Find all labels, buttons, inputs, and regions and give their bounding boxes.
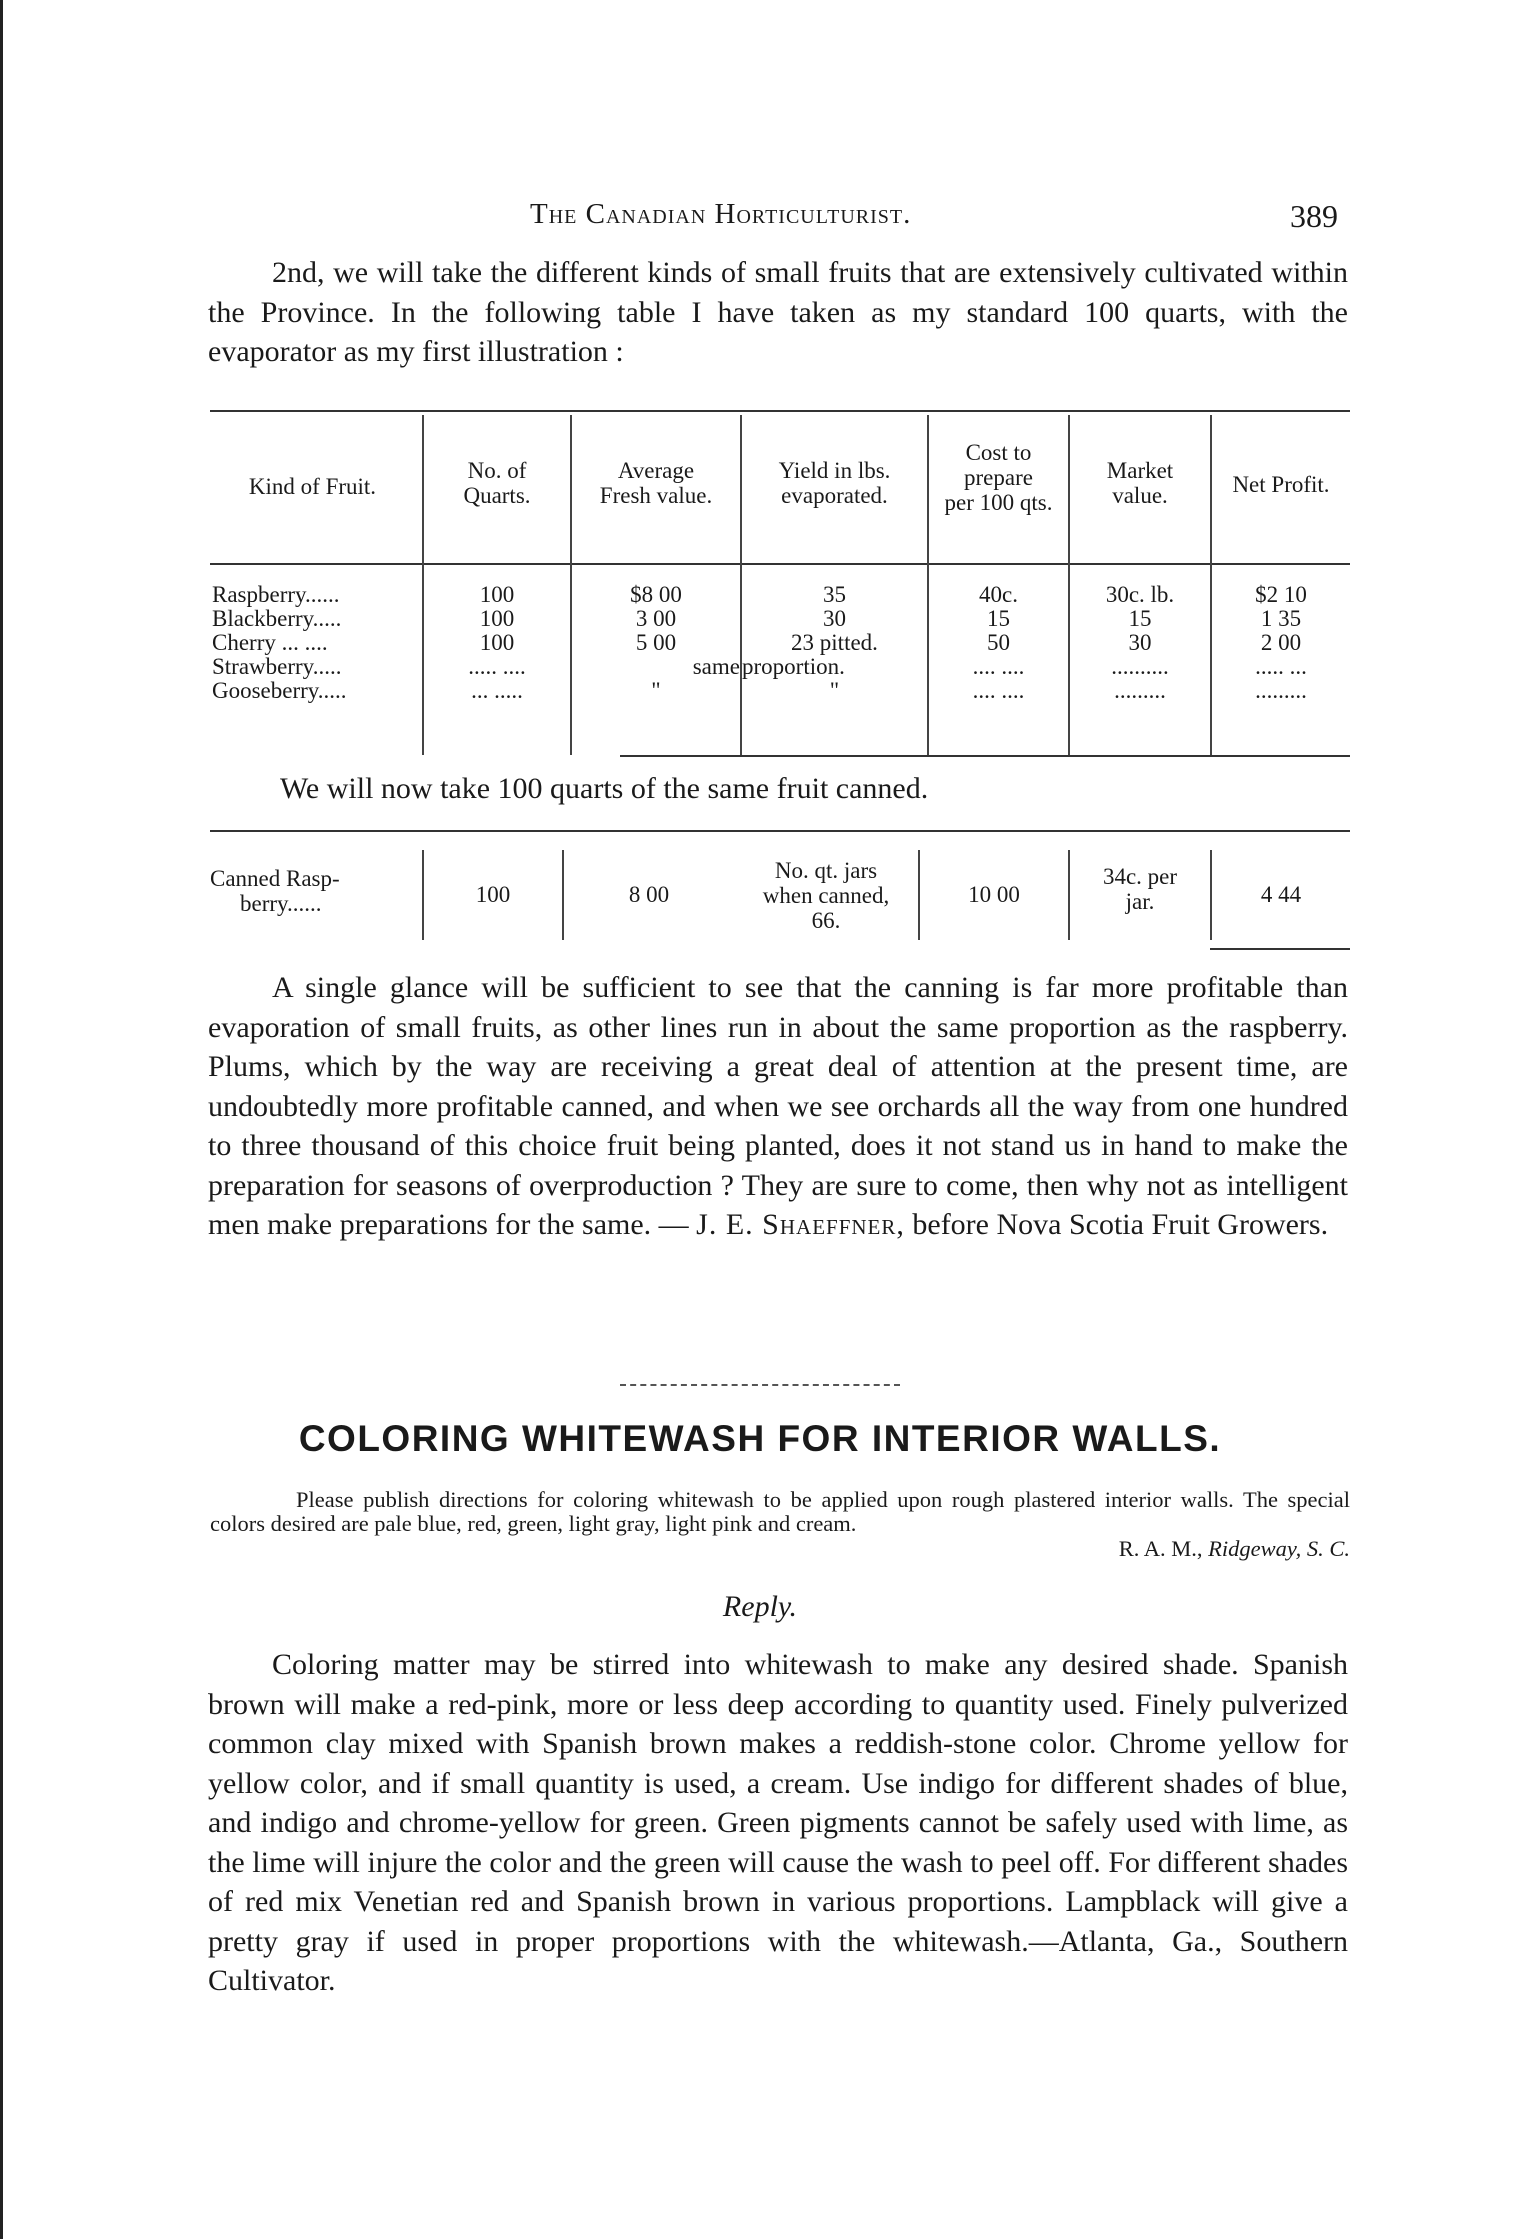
canned-kind-line1: Canned Rasp- (210, 866, 340, 891)
header-fresh-value (572, 458, 740, 508)
header-cost (929, 440, 1068, 515)
conclusion-source: before Nova Scotia Fruit Growers. (912, 1208, 1329, 1241)
row-profit: ..... ... (1255, 654, 1307, 679)
running-header (0, 198, 1520, 242)
header-market (1070, 458, 1210, 508)
conclusion-paragraph: A single glance will be sufficient to see that the canning is far more profitable than evaporation of small fruits, as other lines run in about the same proportion as the raspberry. Plums, which by the way are receiving a great deal of attention at the present time, are undoubtedly more profitable canned, and when we see orchards all the way from one hundred to three thousand of this choice fruit being planted, does it not stand us in hand to make the preparation for seasons of overproduction ? They are sure to come, then why not as intelligent men make preparations for the same. — J. E. Shaeffner, before Nova Scotia Fruit Growers. (208, 971, 1348, 1241)
row-market: 15 (1128, 606, 1152, 631)
canned-kind (210, 866, 415, 916)
row-yield: 30 (823, 606, 846, 631)
row-fresh: 5 00 (635, 630, 677, 655)
header-fresh-line2: Fresh value. (599, 483, 713, 508)
page-number: 389 (1290, 198, 1338, 234)
table-bottom-rule (620, 755, 1350, 757)
canned-market-line2: jar. (1125, 889, 1155, 914)
reply-paragraph: Coloring matter may be stirred into whitewash to make any desired shade. Spanish brown will make a red-pink, more or less deep according to quantity used. Finely pulverized common clay mixed with Spanish brown makes a reddish-stone color. Chrome yellow for yellow color, and if small quantity is used, a cream. Use indigo for different shades of blue, and indigo and chrome-yellow for green. Green pigments cannot be safely used with lime, as the lime will injure the color and the green will cause the wash to peel off. For different shades of red mix Venetian red and Spanish brown in various proportions. Lampblack will give a pretty gray if used in proper proportions with the whitewash.—Atlanta, Ga., Southern Cultivator. (208, 1648, 1348, 1997)
reader-query: Please publish directions for coloring whitewash to be applied upon rough plastered interior walls. The special colors desired are pale blue, red, green, light gray, light pink and cream. (210, 1487, 1350, 1536)
header-yield-line1: Yield in lbs. (778, 458, 891, 483)
row-kind: Cherry ... .... (212, 630, 328, 655)
row-yield: proportion. (742, 654, 845, 679)
row-fresh: same (692, 654, 740, 679)
row-quarts: 100 (479, 630, 515, 655)
row-yield: 35 (823, 582, 846, 607)
header-yield (742, 458, 927, 508)
row-quarts: 100 (479, 606, 515, 631)
canned-fresh: 8 00 (628, 882, 670, 907)
header-profit-label: Net Profit. (1232, 472, 1330, 497)
conclusion-text: A single glance will be sufficient to see that the canning is far more profitable than evaporation of small fruits, as other lines run in about the same proportion as the raspberry. Plums, which by the way are receiving a great deal of attention at the present time, are undoubtedly more profitable canned, and when we see orchards all the way from one hundred to three thousand of this choice fruit being planted, does it not stand us in hand to make the preparation for seasons of overproduction ? They are sure to come, then why not as intelligent men make preparations for the same. (208, 971, 1348, 1241)
row-cost: .... .... (972, 654, 1025, 679)
row-market: 30 (1128, 630, 1152, 655)
row-cost: 40c. (979, 582, 1018, 607)
query-signature (900, 1536, 1350, 1562)
row-fresh: 3 00 (635, 606, 677, 631)
header-cost-line3: per 100 qts. (944, 490, 1053, 515)
row-quarts: 100 (479, 582, 515, 607)
row-quarts: ..... .... (468, 654, 526, 679)
conclusion-author: J. E. Shaeffner, (696, 1208, 905, 1241)
canned-profit: 4 44 (1260, 882, 1302, 907)
table-top-rule (210, 830, 1350, 832)
header-quarts (424, 458, 570, 508)
row-kind: Strawberry..... (212, 654, 342, 679)
row-fresh: $8 00 (630, 582, 682, 607)
header-cost-line2: prepare (964, 465, 1033, 490)
section-divider (620, 1384, 900, 1387)
canned-jars-line1: No. qt. jars (774, 858, 878, 883)
canned-quarts: 100 (475, 882, 511, 907)
canned-table (210, 830, 1350, 950)
canned-kind-line2: berry...... (240, 891, 322, 916)
header-profit (1212, 472, 1350, 497)
page-edge-shadow (0, 0, 3, 2239)
row-kind: Gooseberry..... (212, 678, 347, 703)
row-profit: $2 10 (1255, 582, 1307, 607)
header-cost-line1: Cost to (965, 440, 1032, 465)
table-top-rule (210, 410, 1350, 412)
header-kind (210, 474, 415, 499)
reply-heading: Reply. (722, 1590, 798, 1623)
row-yield: 23 pitted. (791, 630, 878, 655)
header-yield-line2: evaporated. (781, 483, 888, 508)
row-profit: ......... (1255, 678, 1307, 703)
canned-jars-line2: when canned, (762, 883, 890, 908)
signature-name: R. A. M., (1118, 1536, 1203, 1561)
row-market: 30c. lb. (1105, 582, 1175, 607)
row-market: ......... (1114, 678, 1166, 703)
evaporation-table (210, 410, 1350, 760)
section-heading: COLORING WHITEWASH FOR INTERIOR WALLS. (298, 1418, 1222, 1459)
row-kind: Blackberry..... (212, 606, 342, 631)
table-bottom-rule (1210, 948, 1350, 950)
header-quarts-line1: No. of (467, 458, 527, 483)
header-market-line1: Market (1106, 458, 1174, 483)
signature-place: Ridgeway, S. C. (1208, 1536, 1350, 1561)
row-quarts: ... ..... (471, 678, 523, 703)
canned-caption: We will now take 100 quarts of the same fruit canned. (280, 772, 929, 805)
header-kind-label: Kind of Fruit. (248, 474, 377, 499)
canned-market (1070, 864, 1210, 914)
canned-market-line1: 34c. per (1102, 864, 1178, 889)
header-fresh-line1: Average (617, 458, 695, 483)
canned-jars (734, 858, 918, 933)
row-yield: " (829, 678, 840, 703)
row-market: .......... (1111, 654, 1169, 679)
journal-title: The Canadian Horticulturist. (530, 198, 912, 230)
row-cost: 50 (987, 630, 1010, 655)
row-fresh: " (651, 678, 661, 703)
table-header-rule (210, 563, 1350, 565)
intro-paragraph: 2nd, we will take the different kinds of small fruits that are extensively cultivated within the Province. In the following table I have taken as my standard 100 quarts, with the evaporator as my first illustration : (208, 256, 1348, 368)
row-profit: 1 35 (1260, 606, 1302, 631)
canned-jars-line3: 66. (811, 908, 841, 933)
row-profit: 2 00 (1260, 630, 1302, 655)
row-cost: .... .... (972, 678, 1025, 703)
row-cost: 15 (987, 606, 1010, 631)
header-market-line2: value. (1112, 483, 1168, 508)
row-kind: Raspberry...... (212, 582, 340, 607)
header-quarts-line2: Quarts. (463, 483, 531, 508)
canned-cost: 10 00 (968, 882, 1020, 907)
